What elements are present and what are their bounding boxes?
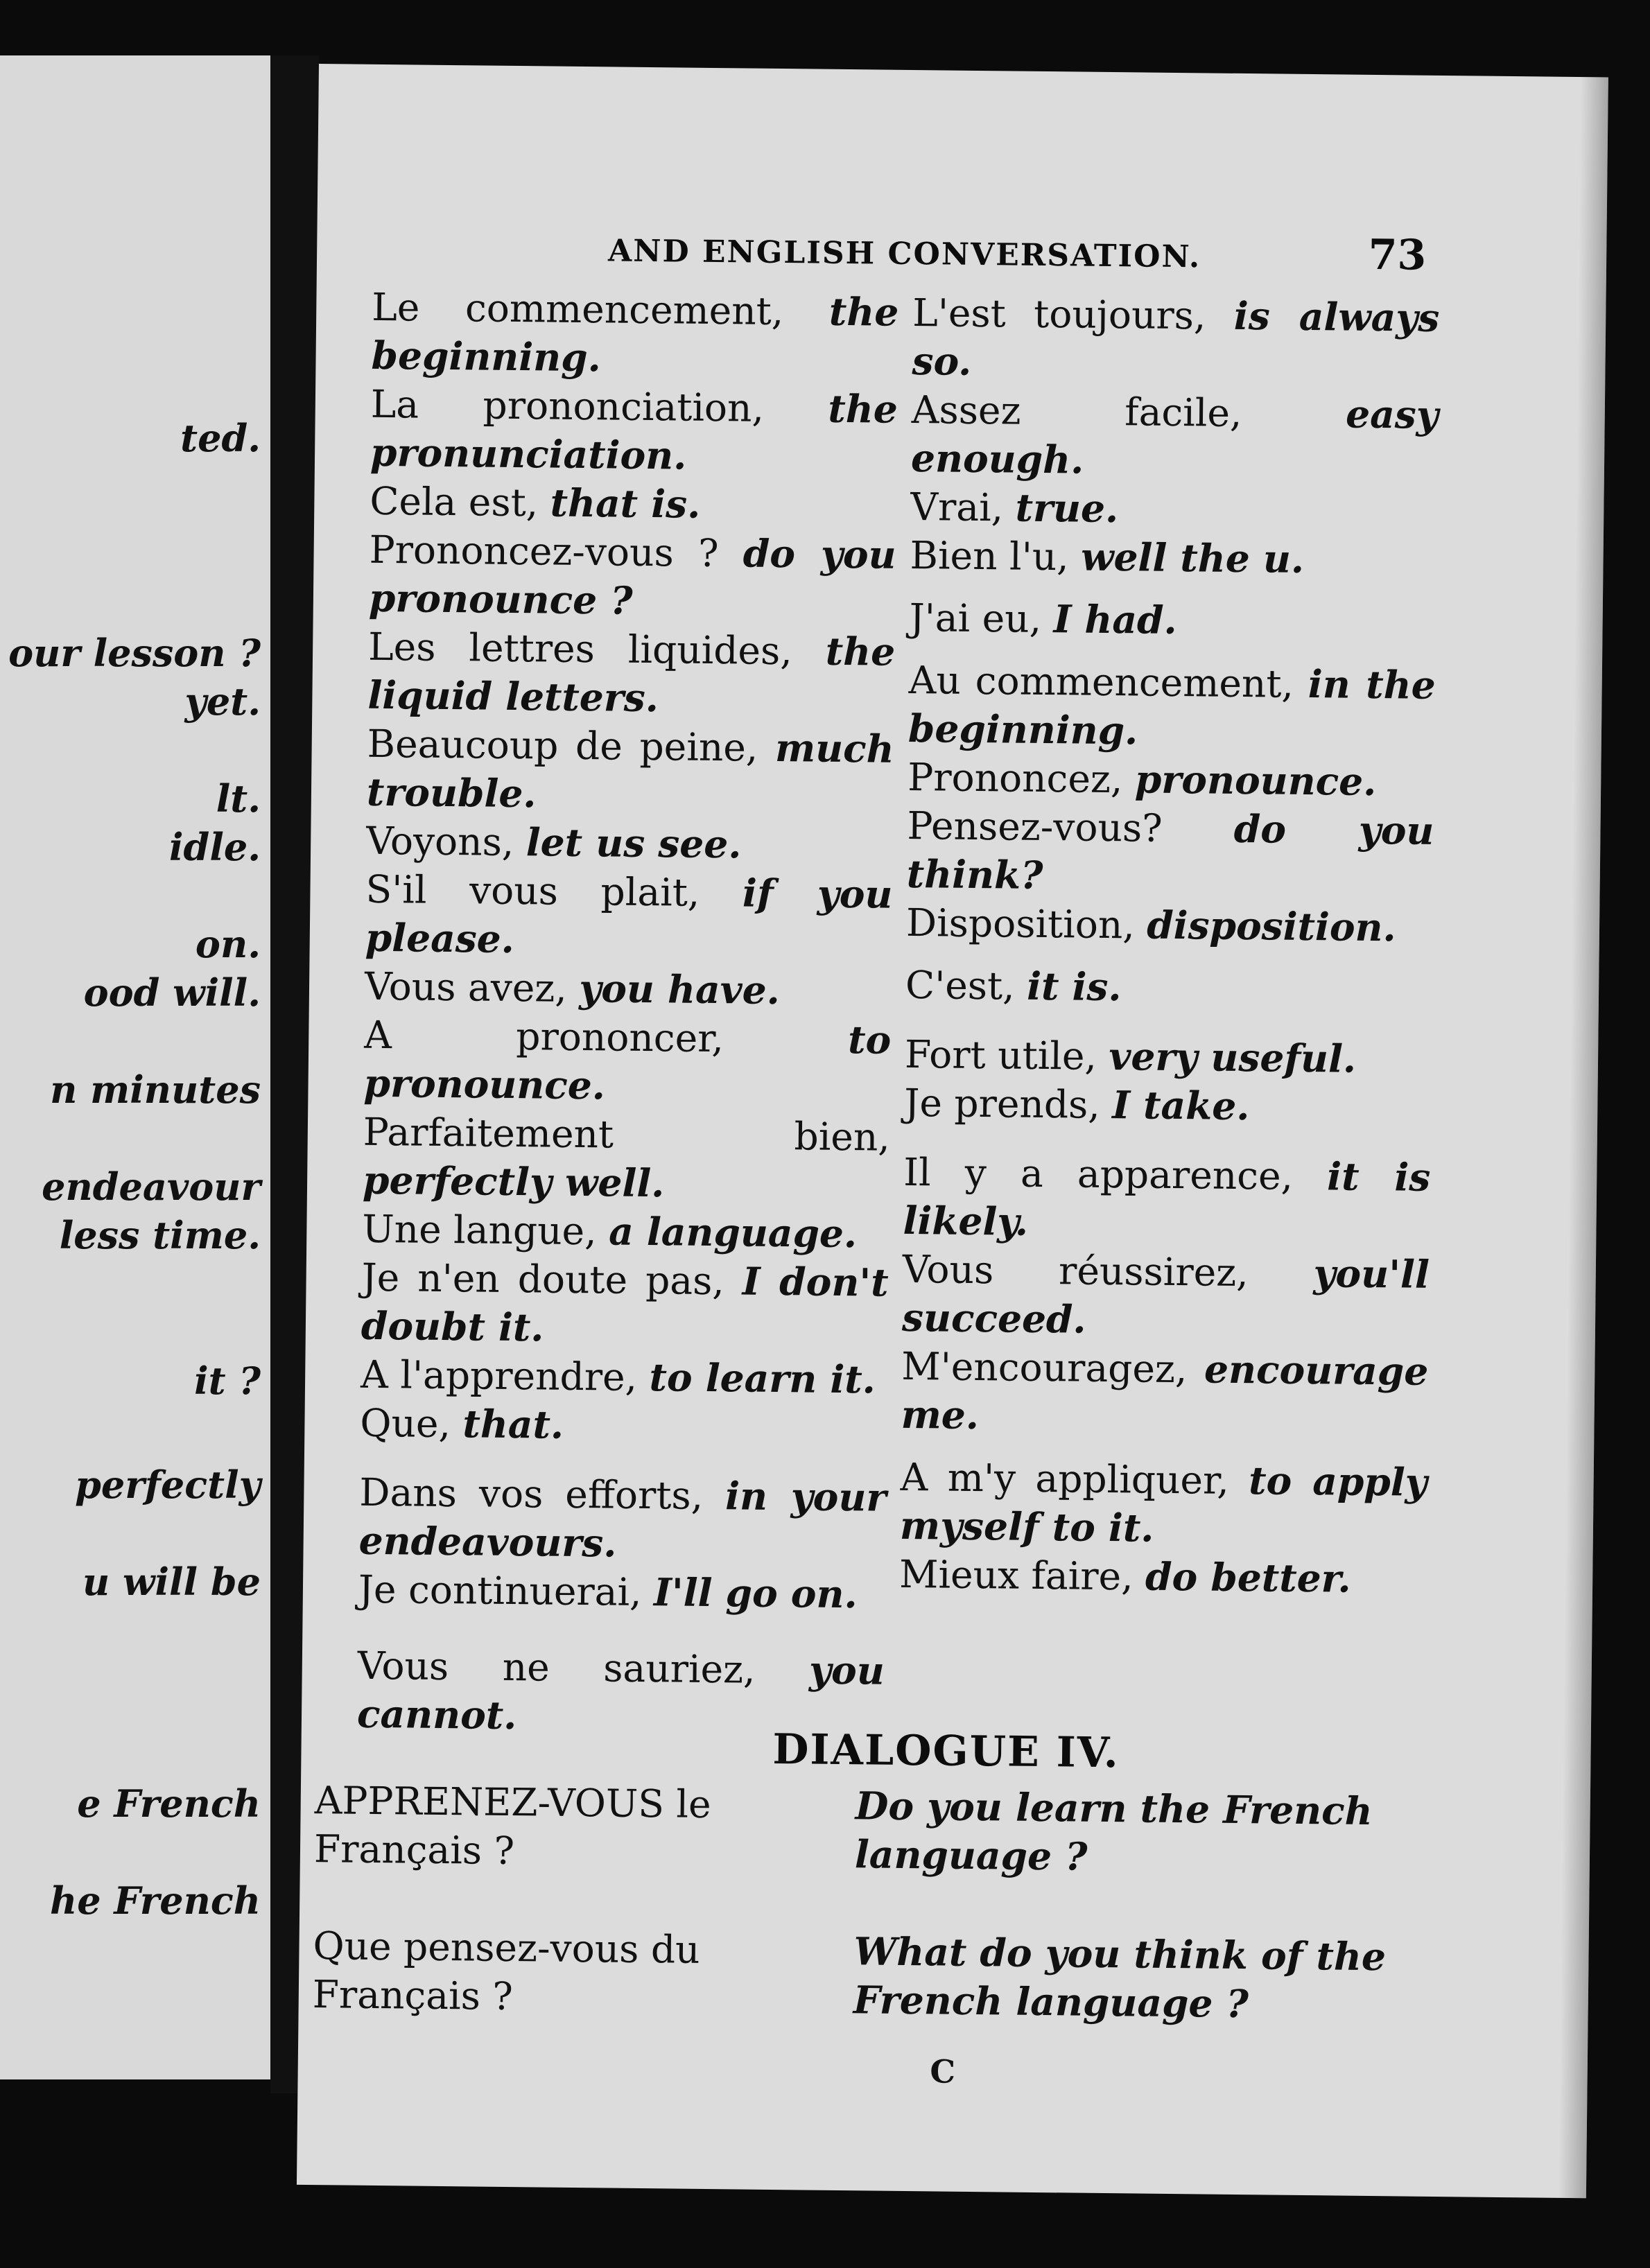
left-page-fragment-text: he French [49,1878,261,1923]
french-term: Assez facile, [911,387,1346,437]
vocab-entry [909,593,1436,647]
english-translation: very useful. [1109,1033,1357,1081]
french-term: Que, [360,1400,463,1447]
french-term: C'est, [905,962,1027,1009]
french-term: Fort utile, [904,1031,1109,1079]
french-term: Vous réussirez, [902,1246,1314,1296]
vocab-entry [908,753,1435,807]
left-page-fragment-text: endeavour [42,1164,261,1209]
french-term: Bien l'u, [910,532,1082,579]
vocab-entry [367,622,895,725]
french-term: Une langue, [362,1206,609,1254]
french-term: Parfaitement bien, [363,1109,891,1160]
english-translation: that is. [550,480,701,527]
english-translation: you have. [578,966,781,1013]
french-term: Je n'en doute pas, [361,1255,743,1304]
vocab-entry [367,719,894,822]
french-term: A m'y appliquer, [900,1454,1249,1503]
left-page-fragment-text: our lesson ? [8,631,261,675]
vocab-entry [361,1350,888,1404]
french-term: Beaucoup de peine, [367,721,776,770]
english-translation: pronounce. [1134,756,1377,805]
french-term: Il y a apparence, [903,1149,1328,1199]
dialogue-english [853,1781,1410,2030]
left-page-fragment-text: n minutes [50,1067,261,1112]
left-page-fragment-text: less time. [59,1213,261,1257]
english-translation: to pronounce. [363,1017,892,1108]
english-translation: the beginning. [371,288,899,381]
french-term: Cela est, [370,478,551,525]
french-term: Les lettres liquides, [367,624,826,674]
french-term: Je prends, [904,1080,1113,1128]
vocab-entry [900,1453,1427,1555]
dialogue-heading: DIALOGUE IV. [772,1725,1120,1778]
english-translation: true. [1015,485,1119,532]
vocab-entry [363,1108,890,1210]
book-page [297,64,1608,2198]
dialogue-french-line: APPRENEZ-VOUS le Français ? [313,1778,711,1874]
english-translation: perfectly well. [362,1157,665,1206]
english-translation: easy enough. [910,391,1439,482]
french-term: A l'apprendre, [360,1352,650,1400]
english-translation: do better. [1145,1553,1352,1601]
french-term: Disposition, [905,900,1147,948]
french-term: Vous ne sauriez, [357,1643,810,1693]
french-term: La prononciation, [370,381,828,431]
vocab-entry [905,1030,1432,1084]
english-translation: I don't doubt it. [361,1258,889,1350]
vocab-entry [370,477,897,531]
french-term: Vrai, [910,484,1016,530]
french-term: J'ai eu, [909,595,1054,642]
english-translation: I had. [1053,596,1178,643]
left-page-fragment-text: it ? [194,1359,261,1403]
vocab-column-left [357,283,899,1744]
english-translation: the pronunciation. [370,385,898,478]
french-term: L'est toujours, [912,290,1235,338]
english-translation: to learn it. [649,1354,876,1402]
page-edge-shadow [1558,77,1608,2198]
page-number: 73 [1368,230,1427,280]
french-term: M'encouragez, [901,1343,1205,1392]
english-translation: in the beginning. [908,661,1436,753]
left-page-fragment-text: ood will. [83,970,261,1015]
english-translation: much trouble. [366,724,895,817]
vocab-entry [369,525,896,628]
english-translation: do you think? [906,805,1434,898]
english-translation: I take. [1111,1082,1250,1129]
english-translation: you cannot. [356,1647,885,1738]
dialogue-french-line: Que pensez-vous du Français ? [312,1924,700,2019]
left-page-fragment-text: e French [77,1781,261,1826]
left-page-fragment-text: on. [195,922,261,966]
french-term: Au commencement, [908,657,1309,706]
french-term: Je continuerai, [358,1567,654,1615]
english-translation: disposition. [1146,902,1397,950]
vocab-entry [360,1399,887,1453]
vocab-column-right [899,288,1440,1604]
left-page-fragment-text: idle. [169,825,261,869]
english-translation: it is likely. [903,1153,1431,1244]
english-translation: in your endeavours. [358,1473,887,1566]
vocab-entry [361,1253,889,1356]
french-term: A prononcer, [364,1012,849,1063]
french-term: Prononcez, [907,754,1136,802]
french-term: Voyons, [365,818,527,865]
vocab-entry [365,865,892,968]
english-translation: it is. [1026,963,1122,1010]
english-translation: you'll succeed. [901,1250,1430,1342]
vocab-entry [903,1148,1430,1250]
french-term: Mieux faire, [898,1551,1146,1599]
vocab-entry [358,1468,886,1571]
vocab-entry [901,1342,1428,1445]
vocab-entry [358,1565,886,1619]
english-translation: a language. [608,1208,858,1257]
vocab-entry [911,385,1439,488]
english-translation: do you pronounce ? [368,530,896,623]
french-term: Pensez-vous? [907,803,1235,851]
dialogue-french [312,1776,856,2024]
vocab-entry [366,817,894,871]
vocab-entry [905,961,1433,1015]
vocab-entry [908,656,1436,758]
left-page-fragment-text: perfectly [75,1463,261,1507]
french-term: S'il vous plait, [365,866,743,916]
english-translation: if you please. [365,870,893,962]
vocab-entry [910,482,1438,537]
english-translation: well the u. [1080,534,1305,582]
french-term: Vous avez, [364,963,580,1011]
vocab-entry [365,962,892,1016]
english-translation: I'll go on. [653,1569,858,1617]
dialogue-english-line: What do you think of the French language ? [853,1928,1387,2027]
english-translation: the liquid letters. [367,628,896,721]
english-translation: is always so. [912,293,1440,384]
left-page-fragment [0,55,270,2079]
french-term: Le commencement, [371,284,830,334]
vocab-entry [902,1245,1430,1347]
left-page-fragment-text: u will be [82,1560,261,1604]
vocab-entry [370,380,898,482]
running-head: AND ENGLISH CONVERSATION. [607,233,1201,275]
english-translation: encourage me. [901,1346,1429,1438]
english-translation: to apply myself to it. [899,1458,1428,1551]
vocab-entry [363,1011,891,1113]
french-term: Prononcez-vous ? [369,527,744,576]
vocab-entry [371,283,898,385]
vocab-entry [906,801,1434,904]
left-page-fragment-text: yet. [184,679,261,724]
french-term: Dans vos efforts, [359,1469,726,1519]
vocab-entry [906,898,1434,952]
dialogue-english-line: Do you learn the French language ? [854,1783,1373,1879]
vocab-entry [362,1205,889,1259]
signature-mark: C [930,2052,956,2091]
vocab-entry [904,1079,1432,1133]
vocab-entry [899,1550,1427,1604]
vocab-entry [910,531,1437,585]
english-translation: let us see. [526,819,742,867]
vocab-entry [912,288,1439,391]
english-translation: that. [462,1401,564,1447]
left-page-fragment-text: ted. [180,416,261,460]
left-page-fragment-text: lt. [216,776,261,821]
